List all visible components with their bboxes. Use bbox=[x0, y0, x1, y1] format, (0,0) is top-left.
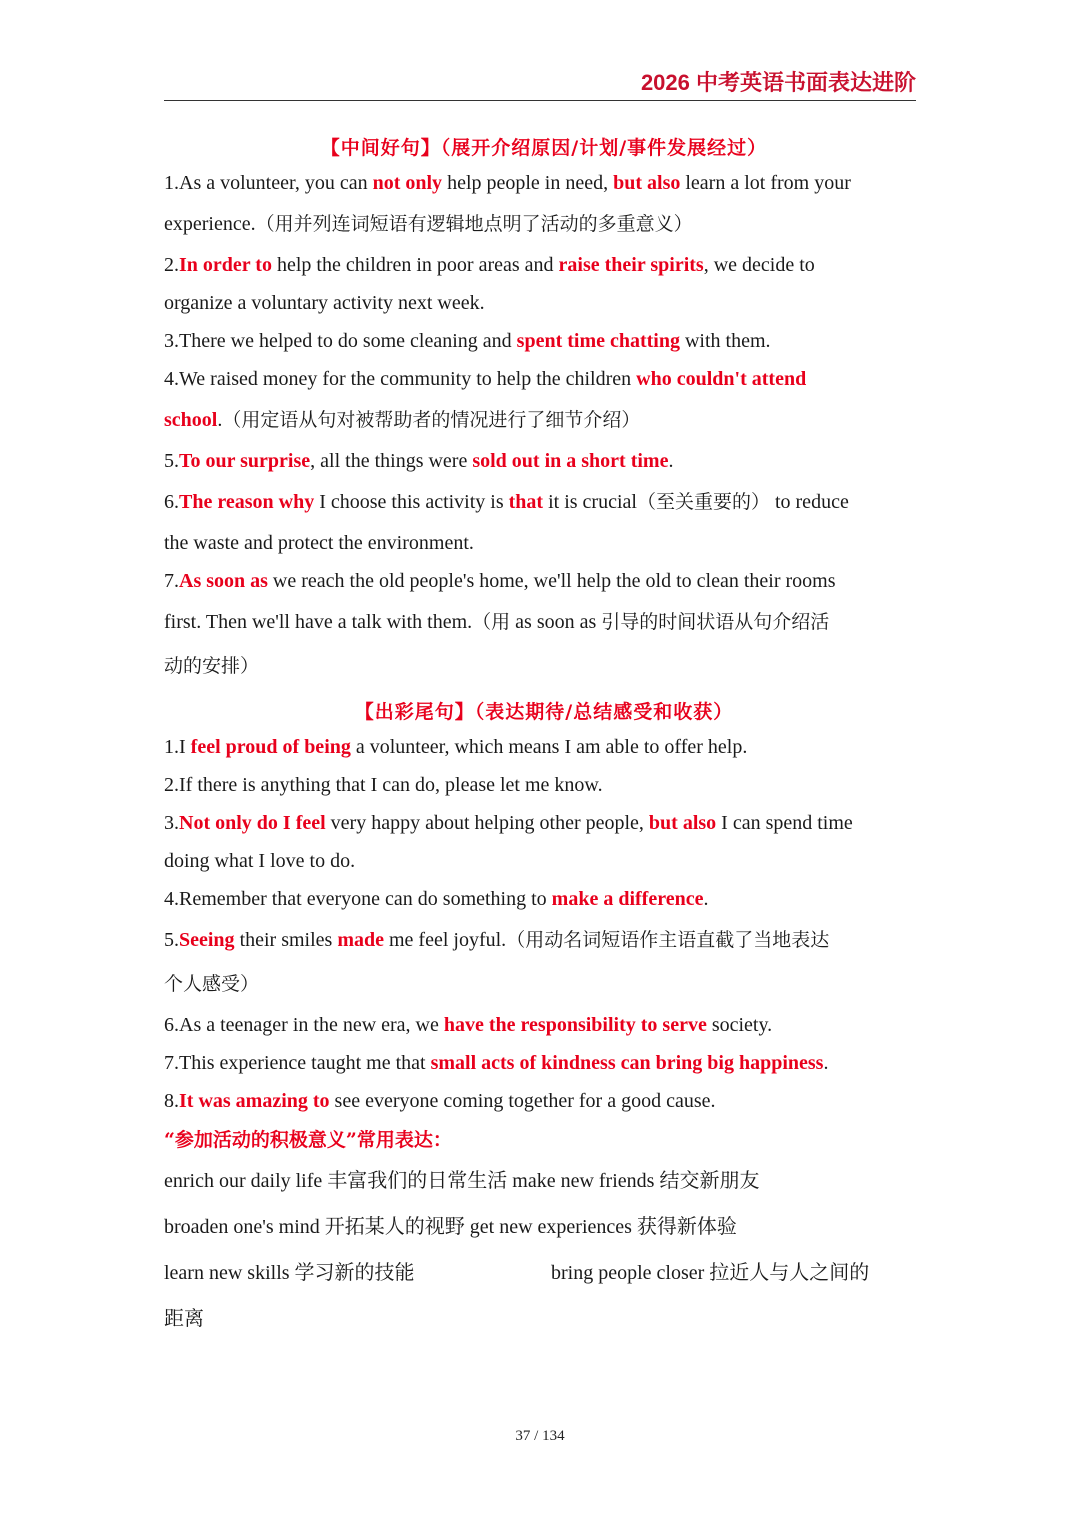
key-phrase: In order to bbox=[179, 254, 272, 276]
sentence-line bbox=[164, 442, 924, 480]
sentence-line bbox=[164, 766, 924, 804]
sentence-text: 4.We raised money for the community to help the children bbox=[164, 368, 637, 390]
sentence-line bbox=[164, 202, 924, 246]
sentence-line bbox=[164, 164, 924, 202]
key-phrase: who couldn't attend bbox=[636, 368, 807, 390]
chinese-note: 个人感受） bbox=[164, 973, 260, 995]
expression-row: 距离 bbox=[164, 1308, 204, 1330]
expression-item: learn new skills 学习新的技能 bbox=[164, 1262, 415, 1284]
expression-row bbox=[164, 1250, 924, 1296]
sentence-text: . bbox=[668, 450, 674, 472]
sentence-text: a volunteer, which means I am able to offer help. bbox=[350, 736, 748, 758]
page-header bbox=[164, 66, 916, 101]
key-phrase: school bbox=[164, 409, 218, 431]
sentence-line bbox=[164, 728, 924, 766]
sentence-text: 1.I bbox=[164, 736, 191, 758]
sentence-text: the waste and protect the environment. bbox=[164, 532, 474, 554]
sentence-line bbox=[164, 562, 924, 600]
key-phrase: To our surprise bbox=[179, 450, 311, 472]
key-phrase: spent time chatting bbox=[516, 330, 680, 352]
sentence-line bbox=[164, 600, 924, 644]
expression-item: bring people closer 拉近人与人之间的 bbox=[551, 1262, 870, 1284]
ending-sentences-list bbox=[164, 728, 924, 1120]
sentence-text: we reach the old people's home, we'll help the old to clean their rooms bbox=[267, 570, 836, 592]
key-phrase: make a difference bbox=[551, 888, 704, 910]
key-phrase: that bbox=[508, 491, 544, 513]
sentence-text: learn a lot from your bbox=[680, 172, 851, 194]
header-title: 2026 中考英语书面表达进阶 bbox=[640, 70, 916, 95]
sentence-text: help the children in poor areas and bbox=[271, 254, 559, 276]
sentence-text: see everyone coming together for a good cause. bbox=[329, 1090, 716, 1112]
sentence-line bbox=[164, 804, 924, 842]
sentence-text: 5. bbox=[164, 929, 179, 951]
sentence-text: it is crucial bbox=[543, 491, 637, 513]
chinese-note: 动的安排） bbox=[164, 655, 260, 677]
sentence-text: with them. bbox=[679, 330, 771, 352]
sentence-line bbox=[164, 918, 924, 962]
sentence-line bbox=[164, 322, 924, 360]
key-phrase: but also bbox=[648, 812, 717, 834]
sentence-line bbox=[164, 1082, 924, 1120]
sentence-text: to reduce bbox=[769, 491, 849, 513]
sentence-text: help people in need, bbox=[442, 172, 614, 194]
chinese-note: （用 bbox=[472, 611, 511, 633]
sentence-text: , all the things were bbox=[310, 450, 473, 472]
sentence-line bbox=[164, 644, 924, 688]
sentence-text: organize a voluntary activity next week. bbox=[164, 292, 485, 314]
key-phrase: feel proud of being bbox=[190, 736, 351, 758]
key-phrase: As soon as bbox=[179, 570, 268, 592]
sentence-line bbox=[164, 360, 924, 398]
sentence-text: 5. bbox=[164, 450, 179, 472]
sentence-text: 6.As a teenager in the new era, we bbox=[164, 1014, 444, 1036]
chinese-note: 引导的时间状语从句介绍活 bbox=[601, 611, 830, 633]
key-phrase: The reason why bbox=[179, 491, 315, 513]
key-phrase: sold out in a short time bbox=[472, 450, 669, 472]
key-phrase: It was amazing to bbox=[179, 1090, 330, 1112]
sentence-text: . bbox=[217, 409, 223, 431]
sentence-line bbox=[164, 1006, 924, 1044]
sentence-text: 6. bbox=[164, 491, 179, 513]
page-content bbox=[164, 132, 924, 1342]
sentence-text: me feel joyful. bbox=[384, 929, 507, 951]
key-phrase: small acts of kindness can bring big happiness bbox=[430, 1052, 824, 1074]
sentence-text: society. bbox=[706, 1014, 773, 1036]
sentence-text: experience. bbox=[164, 213, 256, 235]
sentence-text: first. Then we'll have a talk with them. bbox=[164, 611, 473, 633]
sentence-text: 4.Remember that everyone can do something to bbox=[164, 888, 552, 910]
expression-row: enrich our daily life 丰富我们的日常生活 make new friends 结交新朋友 bbox=[164, 1170, 760, 1192]
key-phrase: but also bbox=[613, 172, 681, 194]
expression-row: broaden one's mind 开拓某人的视野 get new experiences 获得新体验 bbox=[164, 1216, 737, 1238]
key-phrase: Not only do I feel bbox=[179, 812, 326, 834]
middle-sentences-list bbox=[164, 164, 924, 688]
sentence-text: 1.As a volunteer, you can bbox=[164, 172, 373, 194]
sentence-line bbox=[164, 480, 924, 524]
sentence-text: 7.This experience taught me that bbox=[164, 1052, 431, 1074]
chinese-note: （用动名词短语作主语直截了当地表达 bbox=[506, 929, 830, 951]
key-phrase: made bbox=[337, 929, 384, 951]
sentence-line bbox=[164, 524, 924, 562]
key-phrase: not only bbox=[372, 172, 443, 194]
page-number: 37 / 134 bbox=[515, 1428, 565, 1444]
sentence-text: 3. bbox=[164, 812, 179, 834]
sentence-text: I can spend time bbox=[716, 812, 853, 834]
key-phrase: raise their spirits bbox=[558, 254, 704, 276]
key-phrase: have the responsibility to serve bbox=[443, 1014, 707, 1036]
sentence-line bbox=[164, 398, 924, 442]
sentence-text: . bbox=[823, 1052, 829, 1074]
chinese-note: （至关重要的） bbox=[636, 491, 770, 513]
sentence-text: 2. bbox=[164, 254, 179, 276]
chinese-note: （用并列连词短语有逻辑地点明了活动的多重意义） bbox=[255, 213, 693, 235]
sentence-text: doing what I love to do. bbox=[164, 850, 356, 872]
sentence-text: 3.There we helped to do some cleaning and bbox=[164, 330, 517, 352]
expressions-title: “参加活动的积极意义”常用表达： bbox=[164, 1129, 452, 1151]
sentence-text: their smiles bbox=[234, 929, 338, 951]
sentence-line bbox=[164, 246, 924, 284]
sentence-text: very happy about helping other people, bbox=[325, 812, 649, 834]
sentence-line bbox=[164, 962, 924, 1006]
sentence-line bbox=[164, 284, 924, 322]
section-heading-middle: 【中间好句】（展开介绍原因/计划/事件发展经过） bbox=[320, 137, 768, 159]
section-heading-ending: 【出彩尾句】（表达期待/总结感受和收获） bbox=[354, 701, 734, 723]
sentence-line bbox=[164, 842, 924, 880]
sentence-text: as soon as bbox=[510, 611, 602, 633]
sentence-line bbox=[164, 880, 924, 918]
chinese-note: （用定语从句对被帮助者的情况进行了细节介绍） bbox=[222, 409, 641, 431]
sentence-text: 7. bbox=[164, 570, 179, 592]
sentence-text: I choose this activity is bbox=[314, 491, 509, 513]
sentence-text: . bbox=[703, 888, 709, 910]
sentence-line bbox=[164, 1044, 924, 1082]
sentence-text: 8. bbox=[164, 1090, 179, 1112]
sentence-text: , we decide to bbox=[703, 254, 815, 276]
key-phrase: Seeing bbox=[179, 929, 235, 951]
sentence-text: 2.If there is anything that I can do, please let me know. bbox=[164, 774, 603, 796]
